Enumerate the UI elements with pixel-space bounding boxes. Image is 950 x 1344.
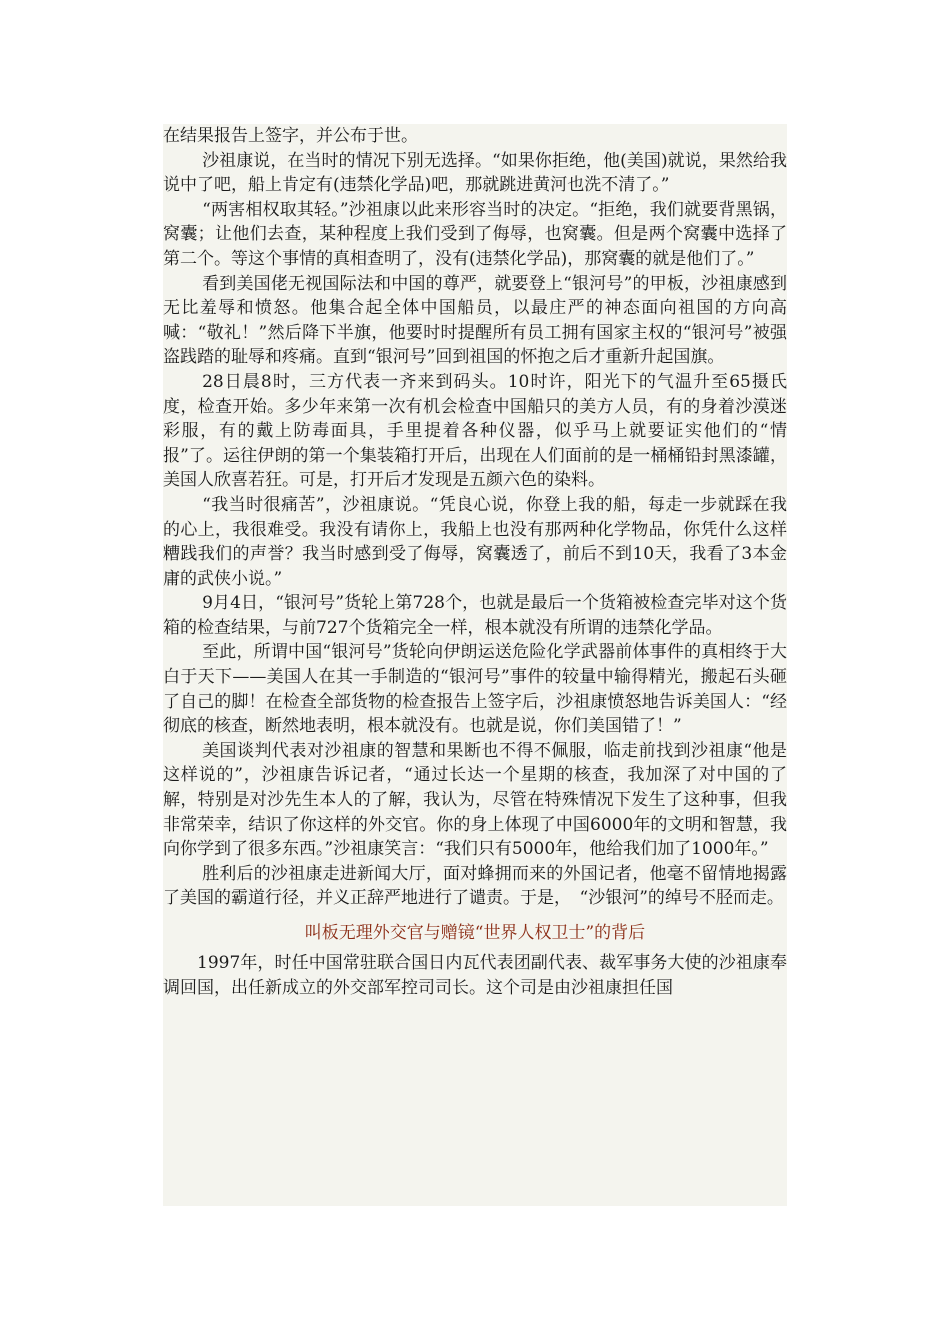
paragraph: 看到美国佬无视国际法和中国的尊严，就要登上“银河号”的甲板，沙祖康感到无比羞辱和愤怒。他集合起全体中国船员，以最庄严的神态面向祖国的方向高喊：“敬礼！”然后降下半旗，他要时时提醒所有员工拥有国家主权的“银河号”被强盗践踏的耻辱和疼痛。直到“银河号”回到祖国的怀抱之后才重新升起国旗。 — [163, 273, 787, 368]
paragraph: 9月4日，“银河号”货轮上第728个，也就是最后一个货箱被检查完毕对这个货箱的检查结果，与前727个货箱完全一样，根本就没有所谓的违禁化学品。 — [163, 593, 787, 638]
paragraph: 在结果报告上签字，并公布于世。 — [163, 126, 418, 146]
paragraph: 胜利后的沙祖康走进新闻大厅，面对蜂拥而来的外国记者，他毫不留情地揭露了美国的霸道行径，并义正辞严地进行了谴责。于是， “沙银河”的绰号不胫而走。 — [163, 863, 787, 909]
paragraph: 1997年，时任中国常驻联合国日内瓦代表团副代表、裁军事务大使的沙祖康奉调回国，出任新成立的外交部军控司司长。这个司是由沙祖康担任国 — [163, 953, 787, 998]
paragraph: “我当时很痛苦”，沙祖康说。“凭良心说，你登上我的船，每走一步就踩在我的心上，我很难受。我没有请你上，我船上也没有那两种化学物品，你凭什么这样糟践我们的声誉？我当时感到受了侮辱，窝囊透了，前后不到10天，我看了3本金庸的武侠小说。” — [163, 494, 787, 589]
paragraph: 美国谈判代表对沙祖康的智慧和果断也不得不佩服，临走前找到沙祖康“他是这样说的”，沙祖康告诉记者，“通过长达一个星期的核查，我加深了对中国的了解，特别是对沙先生本人的了解，我认为，尽管在特殊情况下发生了这种事，但我非常荣幸，结识了你这样的外交官。你的身上体现了中国6000年的文明和智慧，我向你学到了很多东西。”沙祖康笑言：“我们只有5000年，他给我们加了1000年。” — [163, 740, 787, 860]
paragraph: “两害相权取其轻。”沙祖康以此来形容当时的决定。“拒绝，我们就要背黑锅，窝囊；让他们去查，某种程度上我们受到了侮辱，也窝囊。但是两个窝囊中选择了第二个。等这个事情的真相查明了，没有(违禁化学品)，那窝囊的就是他们了。” — [163, 199, 787, 269]
section-heading: 叫板无理外交官与赠镜“世界人权卫士”的背后 — [304, 923, 646, 943]
paragraph: 至此，所谓中国“银河号”货轮向伊朗运送危险化学武器前体事件的真相终于大白于天下——美国人在其一手制造的“银河号”事件的较量中输得精光，搬起石头砸了自己的脚！在检查全部货物的检查报告上签字后，沙祖康愤怒地告诉美国人：“经彻底的核查，断然地表明，根本就没有。也就是说，你们美国错了！” — [163, 642, 787, 737]
paragraph: 沙祖康说，在当时的情况下别无选择。“如果你拒绝，他(美国)就说，果然给我说中了吧，船上肯定有(违禁化学品)吧，那就跳进黄河也洗不清了。” — [163, 150, 787, 196]
article-body — [163, 124, 787, 1206]
paragraph: 28日晨8时，三方代表一齐来到码头。10时许，阳光下的气温升至65摄氏度，检查开始。多少年来第一次有机会检查中国船只的美方人员，有的身着沙漠迷彩服，有的戴上防毒面具，手里提着各种仪器，似乎马上就要证实他们的“情报”了。运往伊朗的第一个集装箱打开后，出现在人们面前的是一桶桶铅封黑漆罐，美国人欣喜若狂。可是，打开后才发现是五颜六色的染料。 — [163, 371, 787, 491]
